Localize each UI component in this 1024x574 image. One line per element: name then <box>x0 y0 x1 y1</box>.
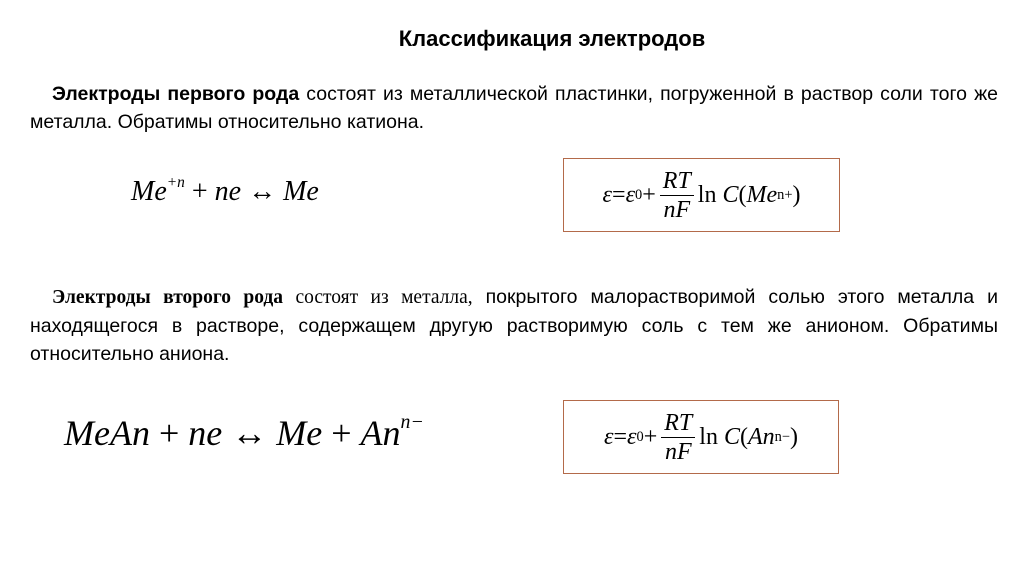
reaction-first-kind <box>131 174 319 208</box>
formula-paren: ) <box>789 423 798 450</box>
reaction-operator: + <box>322 412 361 453</box>
nernst-formula-second-kind <box>564 401 838 473</box>
reaction-superscript: +n <box>166 174 185 191</box>
reaction-second-kind <box>64 411 424 454</box>
reaction-term: Me <box>276 412 323 453</box>
formula-box-first-kind <box>563 158 840 232</box>
fraction-denominator: nF <box>664 438 692 465</box>
page-title: Классификация электродов <box>398 26 706 51</box>
formula-function: ln <box>699 423 718 450</box>
formula-fraction <box>661 409 695 466</box>
nernst-formula-first-kind <box>564 159 839 231</box>
reaction-operator: + <box>184 176 215 208</box>
formula-symbol: ε <box>602 181 613 208</box>
reaction-term: Me <box>283 176 319 208</box>
formula-symbol: ε <box>627 423 637 450</box>
formula-symbol: An <box>747 423 775 450</box>
formula-fraction <box>660 167 694 224</box>
formula-paren: ) <box>792 181 801 208</box>
description-second-kind: покрытого малорастворимой солью этого металла и находящегося в растворе, содержащем другую растворимую соль с тем же анионом. Обратимы относительно аниона. <box>30 286 998 365</box>
formula-symbol: C <box>723 423 740 450</box>
reaction-arrow: ↔ <box>241 176 284 208</box>
description-second-kind-start: состоят из металла, <box>283 287 473 308</box>
reaction-arrow: ↔ <box>222 412 277 453</box>
term-first-kind: Электроды первого рода <box>52 83 300 105</box>
fraction-numerator: RT <box>662 167 691 194</box>
reaction-term: ne <box>214 176 242 208</box>
formula-box-second-kind <box>563 400 839 474</box>
formula-superscript: 0 <box>635 186 643 203</box>
formula-function: ln <box>697 181 717 208</box>
reaction-operator: + <box>149 412 189 453</box>
reaction-term: ne <box>188 412 223 453</box>
fraction-numerator: RT <box>664 409 693 436</box>
formula-operator: = <box>612 181 626 208</box>
paragraph-second-kind <box>30 283 998 368</box>
formula-paren: ( <box>739 423 748 450</box>
formula-symbol: ε <box>625 181 636 208</box>
reaction-term: An <box>360 412 401 453</box>
reaction-term: Me <box>131 176 167 208</box>
formula-superscript: n+ <box>777 186 793 203</box>
paragraph-first-kind <box>30 80 998 136</box>
formula-symbol: ε <box>604 423 614 450</box>
formula-symbol: Me <box>746 181 778 208</box>
term-second-kind: Электроды второго рода <box>52 287 284 308</box>
formula-paren: ( <box>738 181 747 208</box>
formula-operator: + <box>643 423 658 450</box>
fraction-denominator: nF <box>663 196 691 223</box>
description-first-kind: состоят из металлической пластинки, погруженной в раствор соли того же металла. Обратимы относительно катиона. <box>30 83 998 133</box>
formula-superscript: n− <box>774 428 790 445</box>
reaction-superscript: n− <box>400 411 424 433</box>
reaction-term: MeAn <box>64 412 150 453</box>
formula-operator: = <box>613 423 628 450</box>
formula-symbol: C <box>722 181 739 208</box>
formula-operator: + <box>642 181 656 208</box>
formula-superscript: 0 <box>636 428 644 445</box>
